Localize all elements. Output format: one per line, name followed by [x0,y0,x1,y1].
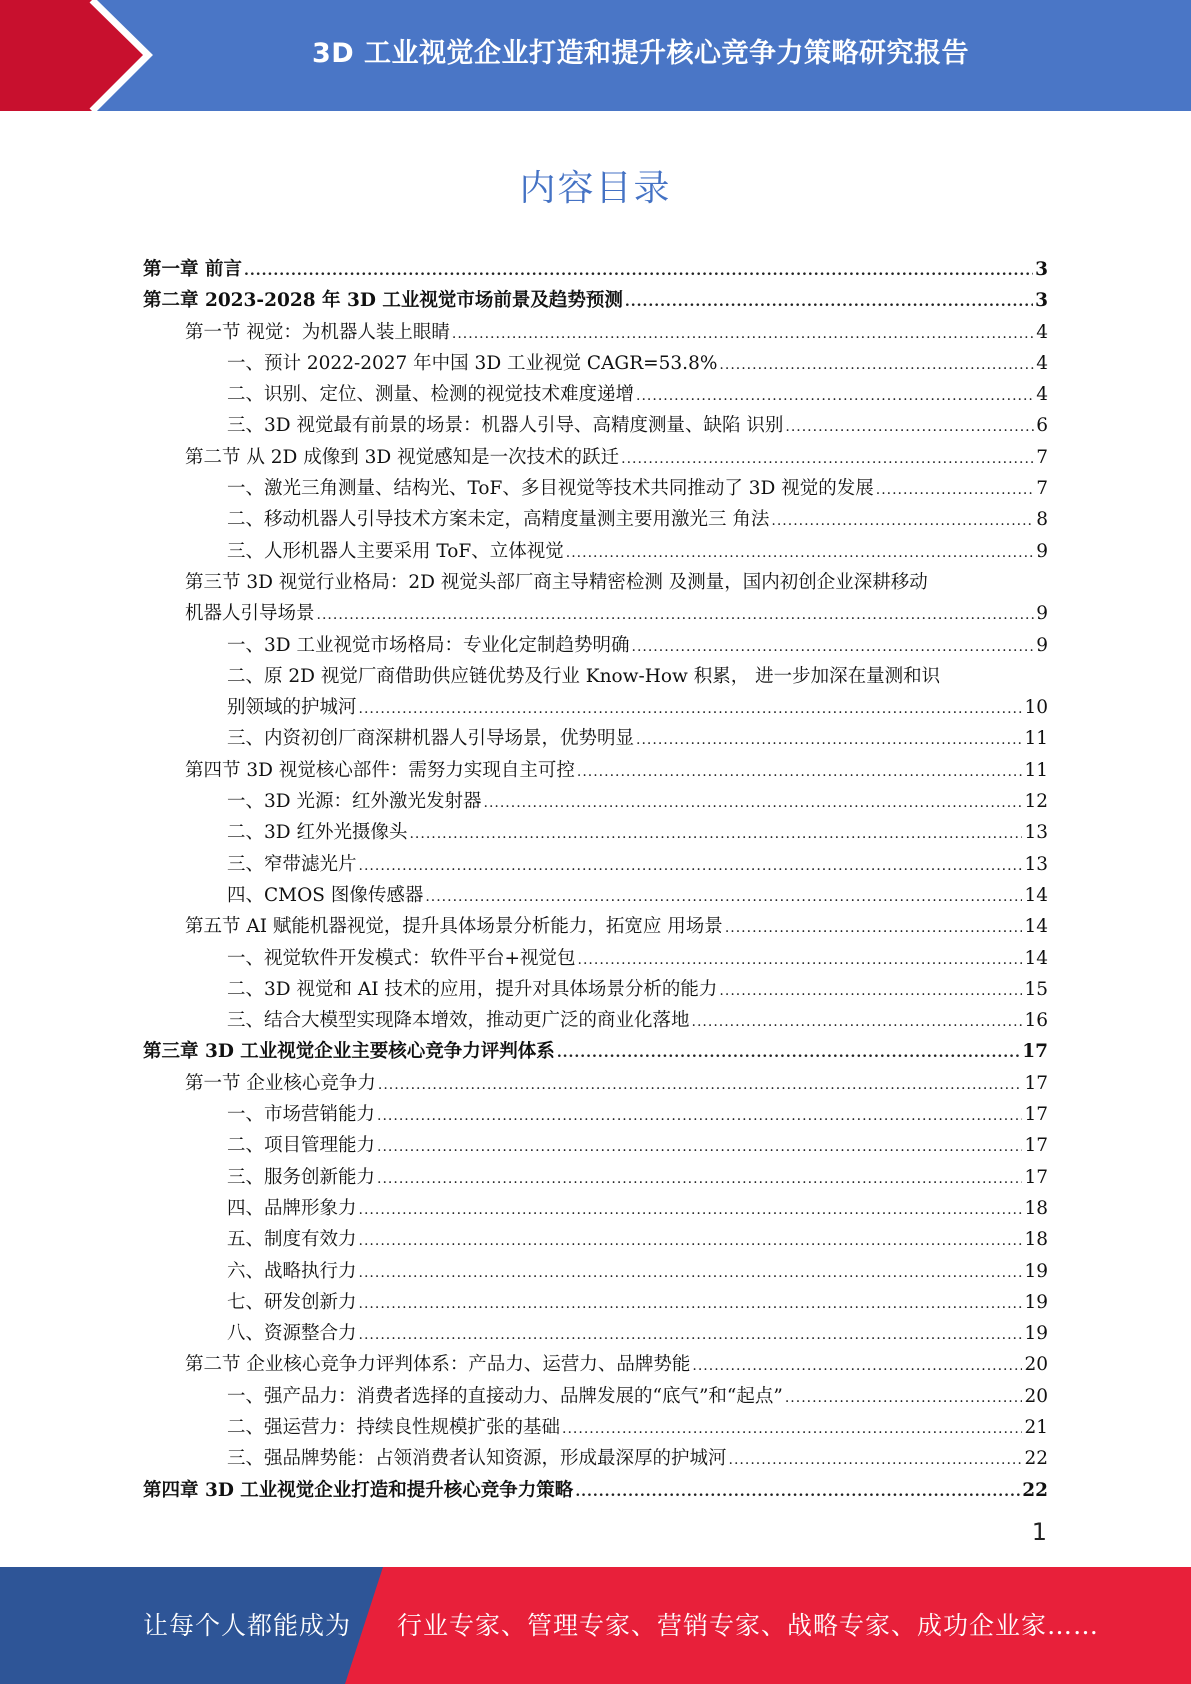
toc-leader-dots [557,1038,1020,1069]
toc-entry-text: 第一节 企业核心竞争力 [185,1072,376,1094]
toc-leader-dots [632,632,1035,663]
toc-entry[interactable] [143,254,1048,285]
toc-entry[interactable] [143,755,1048,786]
toc-entry-text: 三、人形机器人主要采用 ToF、立体视觉 [227,540,564,562]
chevron-arrow-icon [0,0,160,111]
toc-leader-dots [377,1101,1022,1132]
toc-entry-text: 第四章 3D 工业视觉企业打造和提升核心竞争力策略 [143,1479,574,1501]
toc-page-number: 19 [1024,1323,1048,1345]
toc-entry[interactable] [143,1443,1048,1474]
toc-entry-text: 二、强运营力：持续良性规模扩张的基础 [227,1416,561,1438]
toc-entry-line[interactable] [143,661,1048,692]
toc-entry-text: 第三节 3D 视觉行业格局：2D 视觉头部厂商主导精密检测 及测量，国内初创企业深耕移动 [185,571,928,593]
toc-entry-text: 第五节 AI 赋能机器视觉，提升具体场景分析能力，拓宽应 用场景 [185,916,723,938]
toc-entry-text: 二、项目管理能力 [227,1135,376,1157]
toc-page-number: 7 [1036,478,1048,500]
toc-entry[interactable] [143,1162,1048,1193]
toc-entry-text: 三、强品牌势能：占领消费者认知资源，形成最深厚的护城河 [227,1448,727,1470]
toc-entry[interactable] [143,536,1048,567]
toc-entry[interactable] [143,786,1048,817]
footer-banner [0,1567,1191,1684]
toc-leader-dots [452,319,1034,350]
toc-entry-text: 二、3D 视觉和 AI 技术的应用，提升对具体场景分析的能力 [227,978,718,1000]
toc-page-number: 19 [1024,1260,1048,1282]
toc-leader-dots [876,475,1034,506]
toc-entry[interactable] [143,1036,1048,1067]
toc-leader-dots [378,1070,1023,1101]
toc-entry[interactable] [143,473,1048,504]
toc-entry[interactable] [143,1130,1048,1161]
toc-leader-dots [377,1164,1022,1195]
toc-leader-dots [692,1007,1023,1038]
toc-entry-text: 第四节 3D 视觉核心部件：需努力实现自主可控 [185,759,575,781]
toc-leader-dots [484,788,1023,819]
toc-page-number: 14 [1024,916,1048,938]
toc-page-number: 9 [1036,603,1048,625]
toc-entry[interactable] [143,598,1048,629]
toc-page-number: 11 [1024,759,1048,781]
toc-entry[interactable] [143,943,1048,974]
toc-entry-text: 一、3D 工业视觉市场格局：专业化定制趋势明确 [227,634,630,656]
toc-entry-text-continued: 别领域的护城河 [227,697,357,719]
toc-leader-dots [636,381,1034,412]
toc-entry-text: 一、市场营销能力 [227,1104,376,1126]
toc-entry-text: 二、移动机器人引导技术方案未定，高精度量测主要用激光三 角法 [227,509,770,531]
toc-entry[interactable] [143,1318,1048,1349]
toc-leader-dots [317,600,1035,631]
toc-entry-text: 三、服务创新能力 [227,1166,376,1188]
toc-entry-text: 四、品牌形象力 [227,1197,357,1219]
toc-leader-dots [425,882,1022,913]
toc-page-number: 6 [1036,415,1048,437]
toc-entry[interactable] [143,1287,1048,1318]
toc-entry[interactable] [143,1068,1048,1099]
toc-page-number: 14 [1024,947,1048,969]
toc-page-number: 17 [1024,1135,1048,1157]
toc-page-number: 17 [1024,1104,1048,1126]
toc-page-number: 3 [1035,290,1048,312]
toc-leader-dots [566,538,1034,569]
toc-page-number: 11 [1024,728,1048,750]
toc-leader-dots [377,1132,1022,1163]
toc-page-number: 18 [1024,1229,1048,1251]
toc-page-number: 4 [1036,321,1048,343]
toc-leader-dots [719,976,1022,1007]
toc-leader-dots [359,1258,1023,1289]
toc-entry-text: 一、视觉软件开发模式：软件平台+视觉包 [227,947,576,969]
toc-entry-text: 第二节 从 2D 成像到 3D 视觉感知是一次技术的跃迁 [185,446,620,468]
toc-leader-dots [785,412,1034,443]
toc-page-number: 22 [1024,1448,1048,1470]
toc-entry[interactable] [143,1381,1048,1412]
toc-entry[interactable] [143,1256,1048,1287]
toc-leader-dots [785,1383,1023,1414]
toc-entry[interactable] [143,692,1048,723]
toc-leader-dots [359,1226,1023,1257]
toc-entry[interactable] [143,880,1048,911]
toc-page-number: 13 [1024,853,1048,875]
toc-entry-text: 三、内资初创厂商深耕机器人引导场景，优势明显 [227,728,635,750]
toc-leader-dots [359,1320,1023,1351]
toc-page-number: 20 [1024,1385,1048,1407]
toc-entry[interactable] [143,911,1048,942]
toc-entry-text: 第二章 2023-2028 年 3D 工业视觉市场前景及趋势预测 [143,290,623,312]
toc-leader-dots [359,1289,1023,1320]
toc-leader-dots [409,819,1022,850]
toc-entry[interactable] [143,723,1048,754]
toc-leader-dots [578,945,1023,976]
toc-entry-text: 一、3D 光源：红外激光发射器 [227,791,482,813]
footer-slogan-left: 让每个人都能成为 [143,1611,352,1640]
toc-entry[interactable] [143,817,1048,848]
toc-page-number: 21 [1024,1416,1048,1438]
toc-entry-text: 六、战略执行力 [227,1260,357,1282]
toc-title: 内容目录 [519,168,672,209]
toc-entry-text: 五、制度有效力 [227,1229,357,1251]
report-title: 3D 工业视觉企业打造和提升核心竞争力策略研究报告 [311,37,970,69]
toc-leader-dots [625,287,1033,318]
toc-entry[interactable] [143,379,1048,410]
toc-entry-text: 三、结合大模型实现降本增效，推动更广泛的商业化落地 [227,1010,690,1032]
toc-entry[interactable] [143,348,1048,379]
toc-leader-dots [359,694,1023,725]
toc-entry[interactable] [143,317,1048,348]
toc-entry[interactable] [143,285,1048,316]
toc-page-number: 17 [1024,1166,1048,1188]
toc-leader-dots [575,1477,1020,1508]
toc-entry[interactable] [143,1224,1048,1255]
toc-page-number: 9 [1036,540,1048,562]
toc-entry[interactable] [143,1099,1048,1130]
toc-entry-text: 第一节 视觉：为机器人装上眼睛 [185,321,450,343]
toc-page-number: 17 [1022,1041,1048,1063]
toc-page-number: 10 [1024,697,1048,719]
toc-page-number: 18 [1024,1197,1048,1219]
toc-page-number: 17 [1024,1072,1048,1094]
toc-leader-dots [692,1351,1022,1382]
toc-entry-text: 二、原 2D 视觉厂商借助供应链优势及行业 Know-How 积累， 进一步加深在量测和识 [227,665,941,687]
toc-entry[interactable] [143,410,1048,441]
toc-entry[interactable] [143,1412,1048,1443]
toc-page-number: 13 [1024,822,1048,844]
toc-entry-text: 八、资源整合力 [227,1323,357,1345]
toc-entry-text: 四、CMOS 图像传感器 [227,884,424,906]
toc-leader-dots [562,1414,1022,1445]
toc-leader-dots [719,350,1034,381]
toc-entry[interactable] [143,504,1048,535]
toc-page-number: 15 [1024,978,1048,1000]
header-banner [0,0,1191,111]
toc-entry-text: 三、3D 视觉最有前景的场景：机器人引导、高精度测量、缺陷 识别 [227,415,784,437]
toc-entry-text: 二、3D 红外光摄像头 [227,822,408,844]
toc-entry[interactable] [143,1475,1048,1506]
toc-entry[interactable] [143,1005,1048,1036]
toc-entry[interactable] [143,974,1048,1005]
toc-entry[interactable] [143,849,1048,880]
toc-leader-dots [725,913,1023,944]
toc-entry[interactable] [143,630,1048,661]
toc-leader-dots [771,506,1034,537]
toc-page-number: 16 [1024,1010,1048,1032]
footer-slogan-right: 行业专家、管理专家、营销专家、战略专家、成功企业家…… [397,1611,1100,1640]
toc-page-number: 19 [1024,1291,1048,1313]
toc-entry-text: 第二节 企业核心竞争力评判体系：产品力、运营力、品牌势能 [185,1354,691,1376]
toc-entry-text: 第三章 3D 工业视觉企业主要核心竞争力评判体系 [143,1041,555,1063]
toc-entry[interactable] [143,1349,1048,1380]
toc-leader-dots [729,1445,1023,1476]
toc-entry[interactable] [143,442,1048,473]
toc-entry-text-continued: 机器人引导场景 [185,603,315,625]
toc-entry-text: 一、强产品力：消费者选择的直接动力、品牌发展的“底气”和“起点” [227,1385,783,1407]
toc-page-number: 4 [1036,352,1048,374]
toc-page-number: 7 [1036,446,1048,468]
toc-entry-text: 一、激光三角测量、结构光、ToF、多目视觉等技术共同推动了 3D 视觉的发展 [227,478,874,500]
toc-entry-line[interactable] [143,567,1048,598]
toc-page-number: 4 [1036,384,1048,406]
toc-entry-text: 七、研发创新力 [227,1291,357,1313]
toc-leader-dots [359,851,1023,882]
toc-page-number: 12 [1024,791,1048,813]
toc-page-number: 22 [1022,1479,1048,1501]
table-of-contents [143,254,1048,1506]
toc-leader-dots [621,444,1034,475]
toc-entry-text: 二、识别、定位、测量、检测的视觉技术难度递增 [227,384,635,406]
toc-page-number: 9 [1036,634,1048,656]
toc-entry-text: 第一章 前言 [143,259,242,280]
toc-leader-dots [577,757,1023,788]
toc-entry-text: 三、窄带滤光片 [227,853,357,875]
page-number: 1 [1031,1518,1047,1546]
toc-page-number: 8 [1036,509,1048,531]
toc-entry-text: 一、预计 2022-2027 年中国 3D 工业视觉 CAGR=53.8% [227,352,718,374]
toc-leader-dots [359,1195,1023,1226]
toc-page-number: 3 [1035,259,1048,280]
toc-page-number: 14 [1024,884,1048,906]
toc-entry[interactable] [143,1193,1048,1224]
toc-leader-dots [244,256,1033,287]
toc-page-number: 20 [1024,1354,1048,1376]
toc-leader-dots [636,725,1022,756]
